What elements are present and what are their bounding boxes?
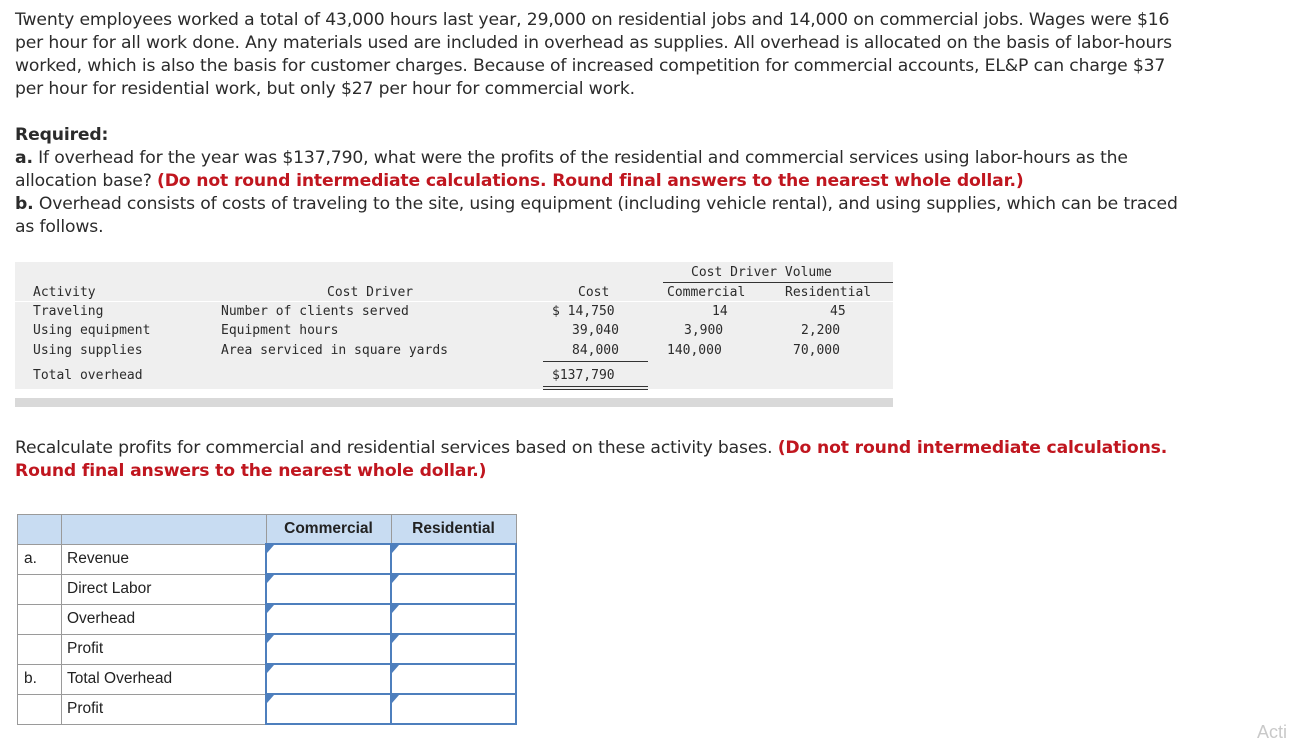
row-label: Direct Labor — [62, 574, 267, 604]
activity-residential: 45 — [830, 304, 846, 319]
recalc-instructions — [15, 437, 1195, 483]
activity-commercial: 3,900 — [684, 323, 724, 338]
revenue-commercial-field[interactable] — [267, 546, 390, 572]
activity-commercial: 14 — [712, 304, 728, 319]
overhead-commercial-input[interactable] — [266, 604, 391, 634]
activity-cost: $ 14,750 — [552, 304, 615, 319]
recalc-text: Recalculate profits for commercial and residential services based on these activity bases. — [15, 438, 778, 458]
profit-a-residential-input[interactable] — [391, 634, 516, 664]
profit-b-commercial-input[interactable] — [266, 694, 391, 724]
activity-cost: 84,000 — [572, 343, 619, 358]
activity-name: Using equipment — [33, 323, 151, 338]
activity-name: Traveling — [33, 304, 104, 319]
activity-commercial: 140,000 — [667, 343, 722, 358]
profit-a-residential-field[interactable] — [392, 636, 515, 662]
part-a-note: (Do not round intermediate calculations. Round final answers to the nearest whole dollar.) — [156, 171, 1024, 191]
profit-b-residential-input[interactable] — [391, 694, 516, 724]
part-b-letter: b. — [15, 194, 34, 214]
row-label: Revenue — [62, 544, 267, 574]
grid-row-direct-labor — [18, 574, 517, 604]
grid-row-total-overhead — [18, 664, 517, 694]
profit-b-commercial-field[interactable] — [267, 696, 390, 722]
group-header-cost-driver-volume: Cost Driver Volume — [691, 265, 832, 280]
total-overhead-residential-input[interactable] — [391, 664, 516, 694]
row-label: Overhead — [62, 604, 267, 634]
column-header-commercial: Commercial — [266, 515, 391, 545]
activity-driver: Equipment hours — [221, 323, 339, 338]
overhead-residential-field[interactable] — [392, 606, 515, 632]
activity-driver: Number of clients served — [221, 304, 409, 319]
total-overhead-cost: $137,790 — [552, 368, 615, 383]
overhead-commercial-field[interactable] — [267, 606, 390, 632]
header-activity: Activity — [33, 285, 96, 300]
row-label: Profit — [62, 694, 267, 724]
grid-row-profit-b — [18, 694, 517, 724]
activity-table — [15, 262, 893, 407]
overhead-residential-input[interactable] — [391, 604, 516, 634]
total-overhead-label: Total overhead — [33, 368, 143, 383]
header-residential: Residential — [785, 285, 872, 300]
problem-intro: Twenty employees worked a total of 43,000 hours last year, 29,000 on residential jobs and 14,000 on commercial jobs. Wages were $16 per hour for all work done. Any materials used are included in overhead as supplies. All overhead is allocated on the basis of labor-hours worked, which is also the basis for customer charges. Because of increased competition for commercial accounts, EL&P can charge $37 per hour for residential work, but only $27 per hour for commercial work. — [15, 10, 1172, 99]
row-letter: b. — [18, 664, 62, 694]
row-letter: a. — [18, 544, 62, 574]
activity-residential: 70,000 — [793, 343, 840, 358]
required-section — [15, 124, 1195, 239]
activity-name: Using supplies — [33, 343, 143, 358]
revenue-residential-field[interactable] — [392, 546, 515, 572]
total-overhead-residential-field[interactable] — [392, 666, 515, 692]
column-header-residential: Residential — [391, 515, 516, 545]
revenue-residential-input[interactable] — [391, 544, 516, 574]
header-cost: Cost — [578, 285, 610, 300]
part-a-text: If overhead for the year was $137,790, what were the profits of the residential and commercial services using labor-hours as the allocation base? — [15, 148, 1128, 191]
direct-labor-commercial-field[interactable] — [267, 576, 390, 602]
row-label: Profit — [62, 634, 267, 664]
activity-driver: Area serviced in square yards — [221, 343, 448, 358]
grid-row-revenue — [18, 544, 517, 574]
activity-residential: 2,200 — [801, 323, 841, 338]
total-overhead-commercial-field[interactable] — [267, 666, 390, 692]
part-b-text: Overhead consists of costs of traveling to the site, using equipment (including vehicle rental), and using supplies, which can be traced as follows. — [15, 194, 1178, 237]
profit-a-commercial-field[interactable] — [267, 636, 390, 662]
activate-windows-watermark: Acti — [1257, 722, 1288, 742]
revenue-commercial-input[interactable] — [266, 544, 391, 574]
required-heading: Required: — [15, 125, 109, 145]
header-blank — [18, 515, 62, 545]
activity-cost: 39,040 — [572, 323, 619, 338]
direct-labor-commercial-input[interactable] — [266, 574, 391, 604]
direct-labor-residential-field[interactable] — [392, 576, 515, 602]
row-letter — [18, 694, 62, 724]
row-label: Total Overhead — [62, 664, 267, 694]
answer-grid — [17, 514, 517, 725]
total-overhead-commercial-input[interactable] — [266, 664, 391, 694]
header-commercial: Commercial — [667, 285, 746, 300]
table-divider — [15, 398, 893, 407]
recalc-note: (Do not round intermediate calculations. Round final answers to the nearest whole dollar.) — [15, 438, 1168, 481]
header-cost-driver: Cost Driver — [327, 285, 414, 300]
row-letter — [18, 604, 62, 634]
direct-labor-residential-input[interactable] — [391, 574, 516, 604]
part-a-letter: a. — [15, 148, 33, 168]
header-blank — [62, 515, 267, 545]
profit-b-residential-field[interactable] — [392, 696, 515, 722]
row-letter — [18, 574, 62, 604]
profit-a-commercial-input[interactable] — [266, 634, 391, 664]
row-letter — [18, 634, 62, 664]
grid-row-overhead — [18, 604, 517, 634]
grid-row-profit-a — [18, 634, 517, 664]
